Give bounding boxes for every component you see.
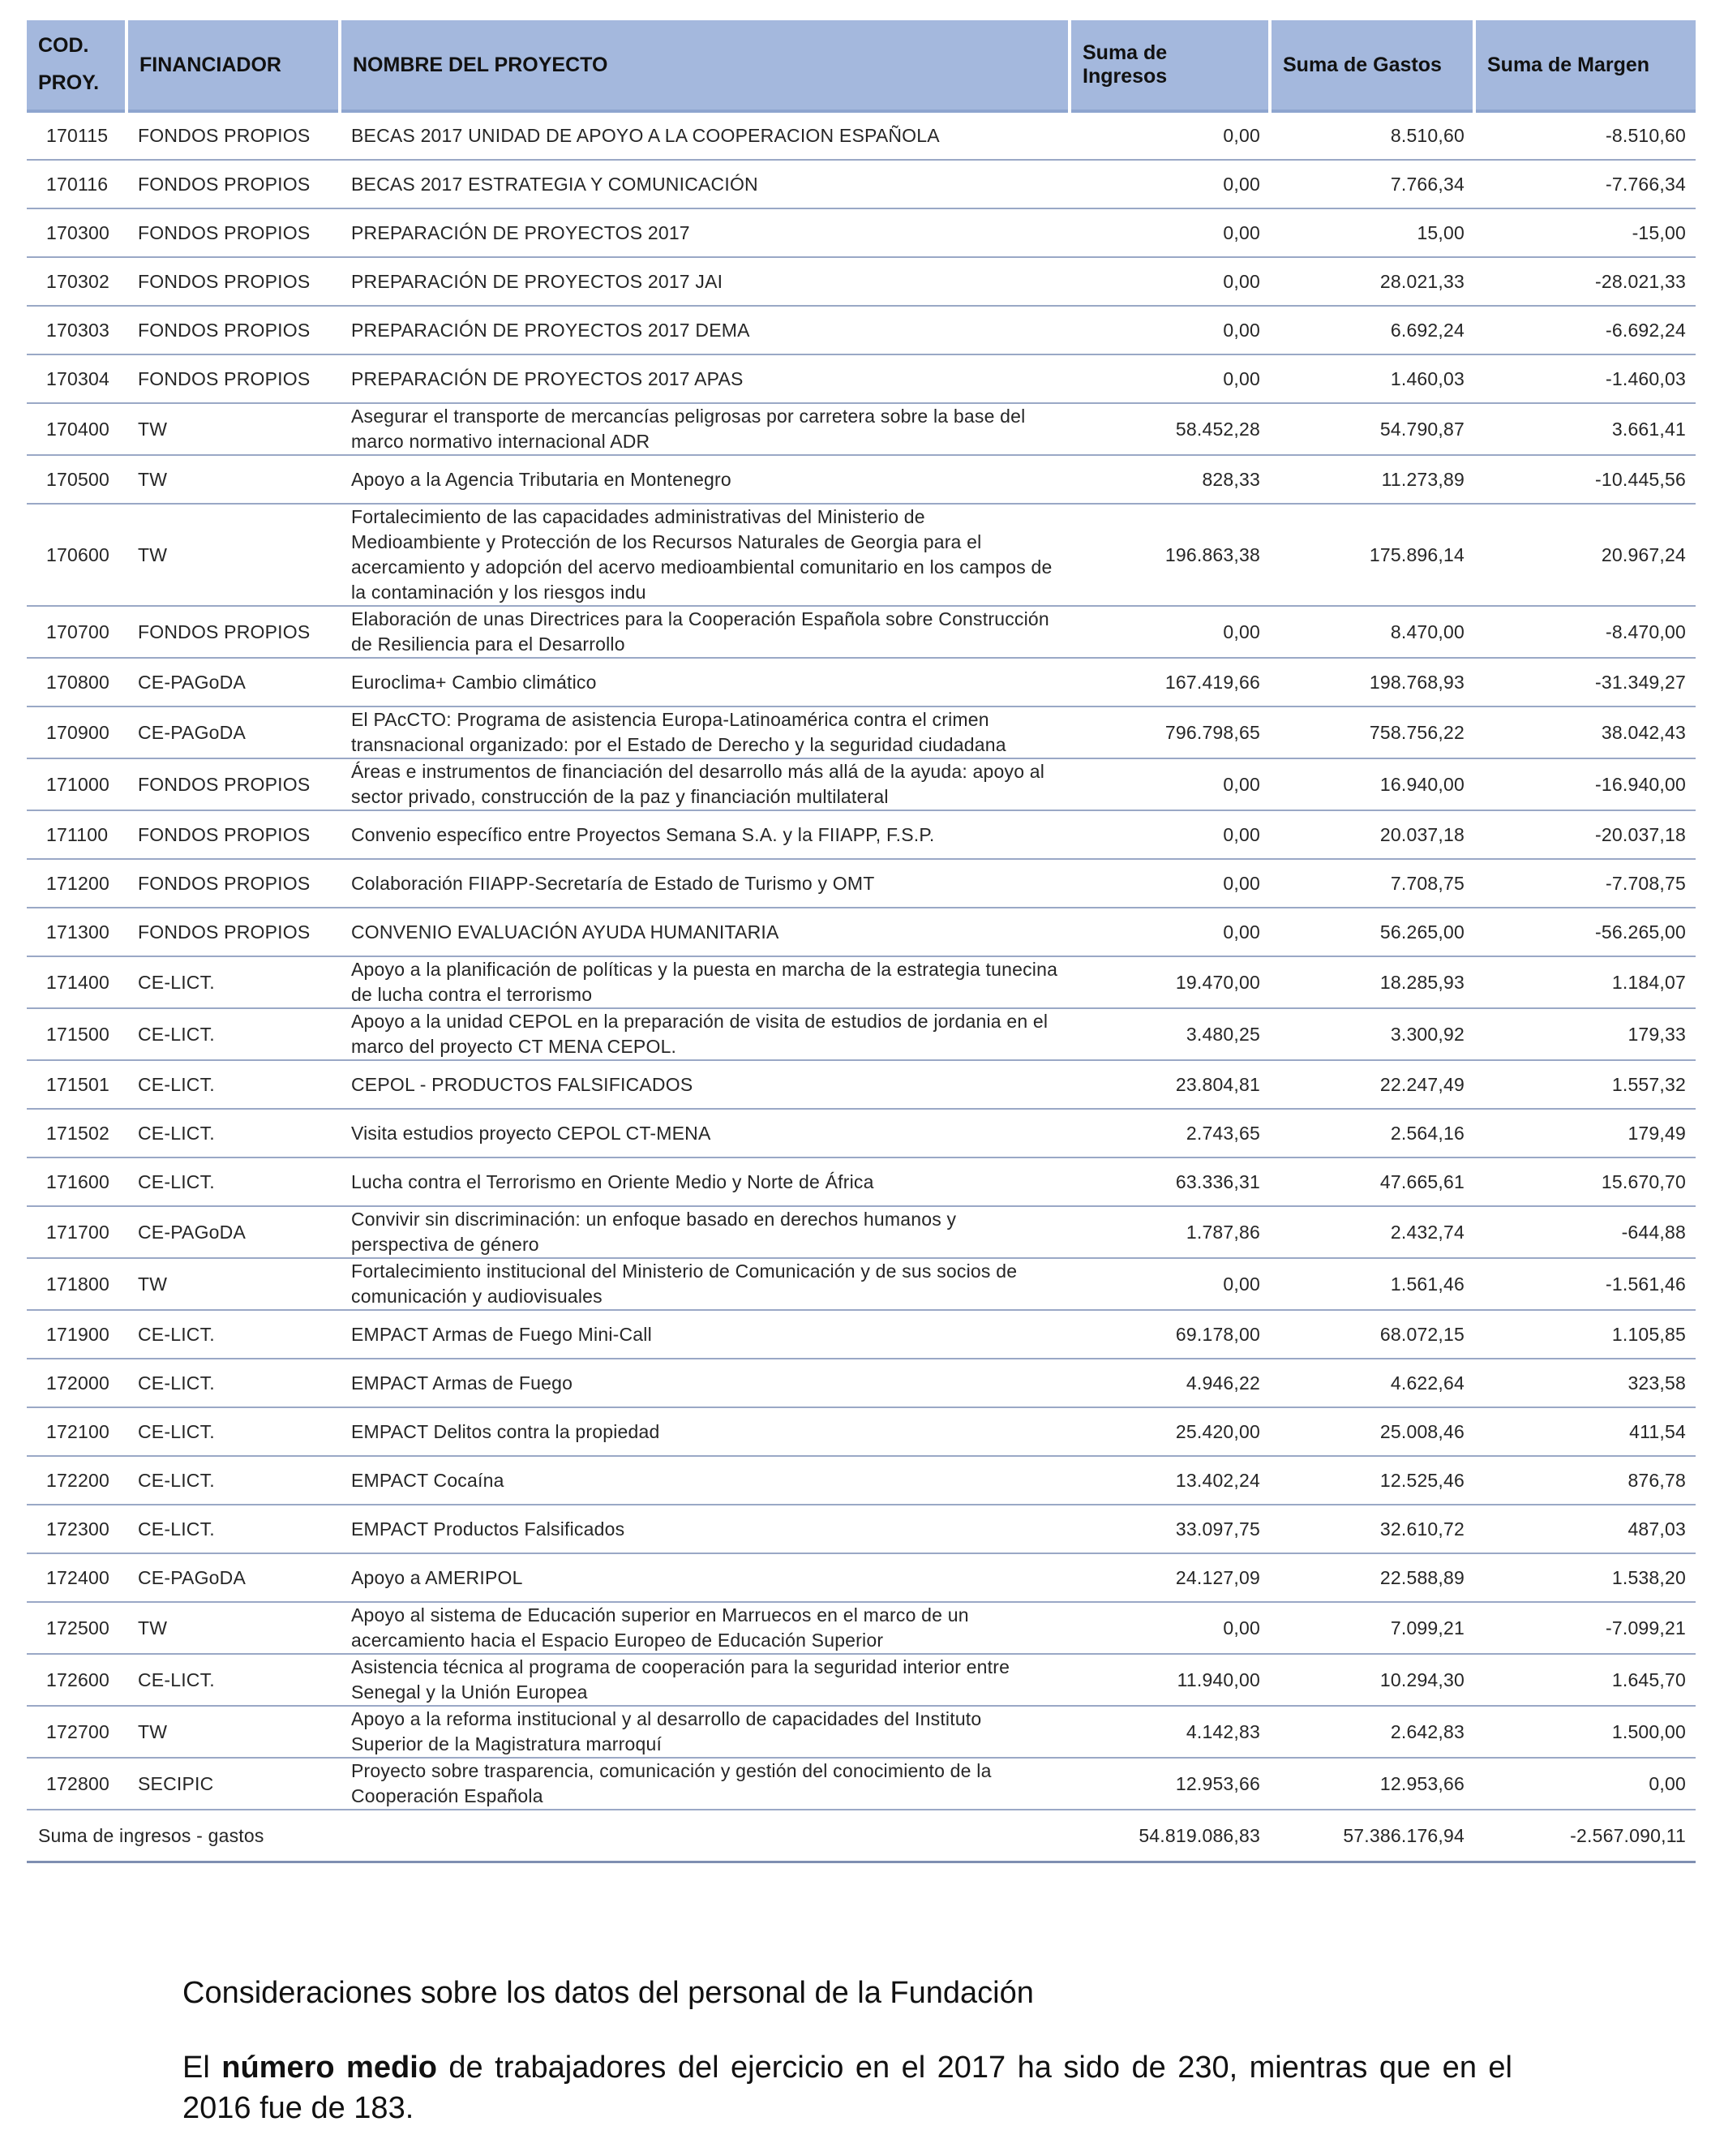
table-row xyxy=(27,1258,1696,1310)
cell-financiador: FONDOS PROPIOS xyxy=(127,111,340,160)
notes-text-after: de trabajadores del ejercicio en el 2017 ha sido de 230, mientras que en el 2016 fue de 183. xyxy=(182,2051,1512,2125)
cell-suma-ingresos: 2.743,65 xyxy=(1070,1109,1270,1157)
header-cod-proy xyxy=(27,20,127,111)
cell-suma-margen: -10.445,56 xyxy=(1474,455,1696,504)
cell-suma-ingresos: 1.787,86 xyxy=(1070,1206,1270,1258)
cell-suma-gastos: 7.766,34 xyxy=(1270,160,1474,208)
cell-cod: 172700 xyxy=(27,1706,127,1758)
cell-cod: 171400 xyxy=(27,956,127,1008)
cell-nombre-proyecto: CONVENIO EVALUACIÓN AYUDA HUMANITARIA xyxy=(340,908,1070,956)
table-row xyxy=(27,160,1696,208)
cell-cod: 170115 xyxy=(27,111,127,160)
cell-financiador: CE-LICT. xyxy=(127,1359,340,1407)
cell-suma-margen: 1.557,32 xyxy=(1474,1060,1696,1109)
cell-suma-gastos: 175.896,14 xyxy=(1270,504,1474,606)
cell-cod: 170900 xyxy=(27,706,127,758)
cell-suma-ingresos: 11.940,00 xyxy=(1070,1654,1270,1706)
cell-suma-ingresos: 19.470,00 xyxy=(1070,956,1270,1008)
cell-suma-gastos: 56.265,00 xyxy=(1270,908,1474,956)
cell-suma-gastos: 28.021,33 xyxy=(1270,257,1474,306)
table-row xyxy=(27,403,1696,455)
cell-suma-margen: -31.349,27 xyxy=(1474,658,1696,706)
cell-nombre-proyecto: Lucha contra el Terrorismo en Oriente Medio y Norte de África xyxy=(340,1157,1070,1206)
cell-nombre-proyecto: EMPACT Productos Falsificados xyxy=(340,1505,1070,1553)
cell-nombre-proyecto: Visita estudios proyecto CEPOL CT-MENA xyxy=(340,1109,1070,1157)
table-row xyxy=(27,1310,1696,1359)
cell-suma-gastos: 2.642,83 xyxy=(1270,1706,1474,1758)
cell-suma-ingresos: 0,00 xyxy=(1070,306,1270,354)
table-row xyxy=(27,606,1696,658)
cell-suma-gastos: 15,00 xyxy=(1270,208,1474,257)
cell-financiador: FONDOS PROPIOS xyxy=(127,354,340,403)
cell-suma-margen: -1.561,46 xyxy=(1474,1258,1696,1310)
cell-suma-ingresos: 796.798,65 xyxy=(1070,706,1270,758)
table-row xyxy=(27,1553,1696,1602)
notes-heading: Consideraciones sobre los datos del personal de la Fundación xyxy=(182,1976,1034,2010)
cell-suma-ingresos: 3.480,25 xyxy=(1070,1008,1270,1060)
cell-suma-margen: -7.099,21 xyxy=(1474,1602,1696,1654)
cell-suma-ingresos: 33.097,75 xyxy=(1070,1505,1270,1553)
cell-suma-ingresos: 0,00 xyxy=(1070,758,1270,810)
cell-financiador: TW xyxy=(127,455,340,504)
cell-suma-gastos: 32.610,72 xyxy=(1270,1505,1474,1553)
table-row xyxy=(27,1602,1696,1654)
cell-suma-margen: 876,78 xyxy=(1474,1456,1696,1505)
cell-suma-ingresos: 196.863,38 xyxy=(1070,504,1270,606)
cell-suma-gastos: 4.622,64 xyxy=(1270,1359,1474,1407)
header-suma-gastos: Suma de Gastos xyxy=(1270,20,1474,111)
cell-suma-ingresos: 23.804,81 xyxy=(1070,1060,1270,1109)
cell-financiador: TW xyxy=(127,1706,340,1758)
table-row xyxy=(27,1008,1696,1060)
table-row xyxy=(27,1206,1696,1258)
cell-financiador: CE-LICT. xyxy=(127,1654,340,1706)
cell-suma-margen: -16.940,00 xyxy=(1474,758,1696,810)
table-row xyxy=(27,111,1696,160)
cell-suma-ingresos: 0,00 xyxy=(1070,257,1270,306)
cell-financiador: CE-LICT. xyxy=(127,1060,340,1109)
cell-cod: 171100 xyxy=(27,810,127,859)
notes-paragraph xyxy=(182,2047,1512,2128)
cell-financiador: FONDOS PROPIOS xyxy=(127,758,340,810)
cell-suma-gastos: 22.247,49 xyxy=(1270,1060,1474,1109)
table-row xyxy=(27,1758,1696,1810)
cell-cod: 171501 xyxy=(27,1060,127,1109)
table-row xyxy=(27,758,1696,810)
cell-suma-gastos: 198.768,93 xyxy=(1270,658,1474,706)
cell-suma-ingresos: 69.178,00 xyxy=(1070,1310,1270,1359)
cell-nombre-proyecto: Fortalecimiento de las capacidades administrativas del Ministerio de Medioambiente y Protección de los Recursos Naturales de Georgia para el acercamiento y adopción del acervo medioambiental comunitario en los campos de la contaminación y los riesgos indu xyxy=(340,504,1070,606)
cell-financiador: FONDOS PROPIOS xyxy=(127,606,340,658)
cell-suma-ingresos: 12.953,66 xyxy=(1070,1758,1270,1810)
cell-suma-ingresos: 0,00 xyxy=(1070,111,1270,160)
cell-financiador: CE-LICT. xyxy=(127,1505,340,1553)
cell-financiador: CE-LICT. xyxy=(127,1109,340,1157)
cell-suma-margen: -8.470,00 xyxy=(1474,606,1696,658)
projects-table xyxy=(27,20,1696,1863)
cell-nombre-proyecto: BECAS 2017 UNIDAD DE APOYO A LA COOPERACION ESPAÑOLA xyxy=(340,111,1070,160)
cell-suma-ingresos: 58.452,28 xyxy=(1070,403,1270,455)
cell-suma-margen: -6.692,24 xyxy=(1474,306,1696,354)
cell-cod: 171700 xyxy=(27,1206,127,1258)
cell-financiador: CE-LICT. xyxy=(127,1157,340,1206)
cell-suma-gastos: 20.037,18 xyxy=(1270,810,1474,859)
cell-nombre-proyecto: Apoyo al sistema de Educación superior en Marruecos en el marco de un acercamiento hacia el Espacio Europeo de Educación Superior xyxy=(340,1602,1070,1654)
table-row xyxy=(27,1505,1696,1553)
header-cod-line2: PROY. xyxy=(38,71,100,94)
cell-suma-gastos: 11.273,89 xyxy=(1270,455,1474,504)
header-suma-margen: Suma de Margen xyxy=(1474,20,1696,111)
cell-nombre-proyecto: PREPARACIÓN DE PROYECTOS 2017 xyxy=(340,208,1070,257)
cell-cod: 170302 xyxy=(27,257,127,306)
cell-financiador: CE-PAGoDA xyxy=(127,1206,340,1258)
cell-financiador: TW xyxy=(127,403,340,455)
table-row xyxy=(27,956,1696,1008)
cell-suma-ingresos: 13.402,24 xyxy=(1070,1456,1270,1505)
cell-suma-ingresos: 0,00 xyxy=(1070,208,1270,257)
cell-nombre-proyecto: Colaboración FIIAPP-Secretaría de Estado de Turismo y OMT xyxy=(340,859,1070,908)
table-body xyxy=(27,111,1696,1862)
cell-suma-gastos: 47.665,61 xyxy=(1270,1157,1474,1206)
cell-suma-margen: -20.037,18 xyxy=(1474,810,1696,859)
table-row xyxy=(27,455,1696,504)
cell-financiador: TW xyxy=(127,1258,340,1310)
cell-cod: 171600 xyxy=(27,1157,127,1206)
cell-nombre-proyecto: Asistencia técnica al programa de cooperación para la seguridad interior entre Senegal y la Unión Europea xyxy=(340,1654,1070,1706)
cell-nombre-proyecto: Elaboración de unas Directrices para la Cooperación Española sobre Construcción de Resiliencia para el Desarrollo xyxy=(340,606,1070,658)
cell-suma-ingresos: 24.127,09 xyxy=(1070,1553,1270,1602)
cell-cod: 171200 xyxy=(27,859,127,908)
cell-suma-margen: -28.021,33 xyxy=(1474,257,1696,306)
cell-cod: 170600 xyxy=(27,504,127,606)
header-row xyxy=(27,20,1696,111)
cell-suma-margen: 15.670,70 xyxy=(1474,1157,1696,1206)
cell-cod: 172200 xyxy=(27,1456,127,1505)
cell-financiador: FONDOS PROPIOS xyxy=(127,208,340,257)
cell-nombre-proyecto: Convivir sin discriminación: un enfoque basado en derechos humanos y perspectiva de género xyxy=(340,1206,1070,1258)
cell-suma-gastos: 2.564,16 xyxy=(1270,1109,1474,1157)
cell-suma-margen: -7.766,34 xyxy=(1474,160,1696,208)
cell-suma-ingresos: 25.420,00 xyxy=(1070,1407,1270,1456)
table-row xyxy=(27,1109,1696,1157)
cell-financiador: CE-LICT. xyxy=(127,956,340,1008)
cell-suma-gastos: 68.072,15 xyxy=(1270,1310,1474,1359)
cell-suma-margen: 1.645,70 xyxy=(1474,1654,1696,1706)
table-row xyxy=(27,859,1696,908)
cell-financiador: CE-PAGoDA xyxy=(127,1553,340,1602)
cell-suma-margen: 20.967,24 xyxy=(1474,504,1696,606)
total-ingresos: 54.819.086,83 xyxy=(1070,1810,1270,1862)
table-row xyxy=(27,1456,1696,1505)
cell-suma-ingresos: 167.419,66 xyxy=(1070,658,1270,706)
cell-suma-ingresos: 0,00 xyxy=(1070,1602,1270,1654)
table-row xyxy=(27,1407,1696,1456)
cell-suma-margen: 411,54 xyxy=(1474,1407,1696,1456)
cell-financiador: SECIPIC xyxy=(127,1758,340,1810)
table-row xyxy=(27,706,1696,758)
cell-nombre-proyecto: Proyecto sobre trasparencia, comunicación y gestión del conocimiento de la Cooperación Española xyxy=(340,1758,1070,1810)
cell-suma-margen: 323,58 xyxy=(1474,1359,1696,1407)
cell-financiador: CE-LICT. xyxy=(127,1407,340,1456)
cell-suma-gastos: 22.588,89 xyxy=(1270,1553,1474,1602)
cell-nombre-proyecto: Convenio específico entre Proyectos Semana S.A. y la FIIAPP, F.S.P. xyxy=(340,810,1070,859)
cell-financiador: CE-LICT. xyxy=(127,1456,340,1505)
cell-nombre-proyecto: Asegurar el transporte de mercancías peligrosas por carretera sobre la base del marco normativo internacional ADR xyxy=(340,403,1070,455)
cell-suma-gastos: 1.460,03 xyxy=(1270,354,1474,403)
cell-nombre-proyecto: El PAcCTO: Programa de asistencia Europa-Latinoamérica contra el crimen transnacional organizado: por el Estado de Derecho y la seguridad ciudadana xyxy=(340,706,1070,758)
cell-financiador: CE-PAGoDA xyxy=(127,706,340,758)
cell-suma-margen: 1.538,20 xyxy=(1474,1553,1696,1602)
cell-cod: 172600 xyxy=(27,1654,127,1706)
cell-financiador: FONDOS PROPIOS xyxy=(127,859,340,908)
cell-cod: 170304 xyxy=(27,354,127,403)
cell-nombre-proyecto: EMPACT Cocaína xyxy=(340,1456,1070,1505)
cell-cod: 172500 xyxy=(27,1602,127,1654)
cell-cod: 172400 xyxy=(27,1553,127,1602)
cell-cod: 172000 xyxy=(27,1359,127,1407)
table-header xyxy=(27,20,1696,111)
cell-cod: 171900 xyxy=(27,1310,127,1359)
cell-suma-margen: 1.184,07 xyxy=(1474,956,1696,1008)
cell-cod: 171300 xyxy=(27,908,127,956)
cell-suma-margen: 487,03 xyxy=(1474,1505,1696,1553)
total-label: Suma de ingresos - gastos xyxy=(27,1810,1070,1862)
cell-cod: 172100 xyxy=(27,1407,127,1456)
cell-nombre-proyecto: Apoyo a la Agencia Tributaria en Montenegro xyxy=(340,455,1070,504)
cell-suma-gastos: 7.099,21 xyxy=(1270,1602,1474,1654)
table-row xyxy=(27,1359,1696,1407)
cell-suma-margen: 1.105,85 xyxy=(1474,1310,1696,1359)
notes-text-before: El xyxy=(182,2051,222,2085)
header-cod-line1: COD. xyxy=(38,34,89,57)
cell-cod: 171000 xyxy=(27,758,127,810)
cell-suma-gastos: 2.432,74 xyxy=(1270,1206,1474,1258)
table-row xyxy=(27,810,1696,859)
cell-nombre-proyecto: Euroclima+ Cambio climático xyxy=(340,658,1070,706)
cell-suma-gastos: 1.561,46 xyxy=(1270,1258,1474,1310)
cell-financiador: FONDOS PROPIOS xyxy=(127,306,340,354)
cell-cod: 170500 xyxy=(27,455,127,504)
cell-financiador: FONDOS PROPIOS xyxy=(127,810,340,859)
cell-nombre-proyecto: Fortalecimiento institucional del Ministerio de Comunicación y de sus socios de comunicación y audiovisuales xyxy=(340,1258,1070,1310)
cell-cod: 172800 xyxy=(27,1758,127,1810)
staff-notes-section xyxy=(182,1974,1512,2128)
cell-cod: 170303 xyxy=(27,306,127,354)
cell-suma-margen: 179,33 xyxy=(1474,1008,1696,1060)
projects-table-container xyxy=(27,20,1696,1863)
table-row xyxy=(27,1706,1696,1758)
cell-suma-ingresos: 828,33 xyxy=(1070,455,1270,504)
cell-financiador: FONDOS PROPIOS xyxy=(127,257,340,306)
cell-cod: 171800 xyxy=(27,1258,127,1310)
header-suma-ingresos: Suma de Ingresos xyxy=(1070,20,1270,111)
cell-suma-ingresos: 0,00 xyxy=(1070,354,1270,403)
cell-suma-gastos: 54.790,87 xyxy=(1270,403,1474,455)
cell-cod: 170400 xyxy=(27,403,127,455)
table-row xyxy=(27,504,1696,606)
table-row xyxy=(27,1157,1696,1206)
cell-suma-gastos: 758.756,22 xyxy=(1270,706,1474,758)
cell-suma-gastos: 8.510,60 xyxy=(1270,111,1474,160)
cell-suma-margen: 0,00 xyxy=(1474,1758,1696,1810)
cell-nombre-proyecto: Apoyo a la planificación de políticas y la puesta en marcha de la estrategia tunecina de lucha contra el terrorismo xyxy=(340,956,1070,1008)
cell-nombre-proyecto: PREPARACIÓN DE PROYECTOS 2017 DEMA xyxy=(340,306,1070,354)
cell-suma-ingresos: 0,00 xyxy=(1070,908,1270,956)
cell-suma-gastos: 12.525,46 xyxy=(1270,1456,1474,1505)
cell-suma-margen: -15,00 xyxy=(1474,208,1696,257)
cell-suma-ingresos: 4.946,22 xyxy=(1070,1359,1270,1407)
cell-financiador: FONDOS PROPIOS xyxy=(127,160,340,208)
cell-suma-margen: 179,49 xyxy=(1474,1109,1696,1157)
cell-suma-margen: -8.510,60 xyxy=(1474,111,1696,160)
cell-cod: 170800 xyxy=(27,658,127,706)
cell-nombre-proyecto: CEPOL - PRODUCTOS FALSIFICADOS xyxy=(340,1060,1070,1109)
cell-suma-margen: -1.460,03 xyxy=(1474,354,1696,403)
cell-suma-ingresos: 0,00 xyxy=(1070,606,1270,658)
cell-financiador: FONDOS PROPIOS xyxy=(127,908,340,956)
cell-suma-margen: -644,88 xyxy=(1474,1206,1696,1258)
cell-cod: 170700 xyxy=(27,606,127,658)
cell-financiador: TW xyxy=(127,1602,340,1654)
table-row xyxy=(27,306,1696,354)
notes-text-bold: número medio xyxy=(221,2051,437,2085)
cell-suma-gastos: 10.294,30 xyxy=(1270,1654,1474,1706)
table-row xyxy=(27,208,1696,257)
cell-nombre-proyecto: Apoyo a AMERIPOL xyxy=(340,1553,1070,1602)
table-row xyxy=(27,354,1696,403)
header-financiador: FINANCIADOR xyxy=(127,20,340,111)
table-row xyxy=(27,1060,1696,1109)
cell-suma-gastos: 6.692,24 xyxy=(1270,306,1474,354)
cell-nombre-proyecto: Áreas e instrumentos de financiación del desarrollo más allá de la ayuda: apoyo al sector privado, construcción de la paz y financiación multilateral xyxy=(340,758,1070,810)
total-row xyxy=(27,1810,1696,1862)
table-row xyxy=(27,257,1696,306)
cell-nombre-proyecto: EMPACT Armas de Fuego xyxy=(340,1359,1070,1407)
cell-financiador: CE-PAGoDA xyxy=(127,658,340,706)
cell-nombre-proyecto: EMPACT Delitos contra la propiedad xyxy=(340,1407,1070,1456)
cell-nombre-proyecto: Apoyo a la reforma institucional y al desarrollo de capacidades del Instituto Superior de la Magistratura marroquí xyxy=(340,1706,1070,1758)
cell-cod: 171500 xyxy=(27,1008,127,1060)
cell-suma-gastos: 18.285,93 xyxy=(1270,956,1474,1008)
cell-suma-gastos: 3.300,92 xyxy=(1270,1008,1474,1060)
cell-financiador: TW xyxy=(127,504,340,606)
table-row xyxy=(27,1654,1696,1706)
cell-suma-ingresos: 0,00 xyxy=(1070,160,1270,208)
cell-suma-margen: -7.708,75 xyxy=(1474,859,1696,908)
cell-suma-margen: 1.500,00 xyxy=(1474,1706,1696,1758)
cell-financiador: CE-LICT. xyxy=(127,1008,340,1060)
total-gastos: 57.386.176,94 xyxy=(1270,1810,1474,1862)
cell-suma-gastos: 7.708,75 xyxy=(1270,859,1474,908)
cell-nombre-proyecto: EMPACT Armas de Fuego Mini-Call xyxy=(340,1310,1070,1359)
cell-cod: 171502 xyxy=(27,1109,127,1157)
cell-suma-ingresos: 0,00 xyxy=(1070,810,1270,859)
table-row xyxy=(27,658,1696,706)
cell-cod: 172300 xyxy=(27,1505,127,1553)
cell-suma-gastos: 16.940,00 xyxy=(1270,758,1474,810)
cell-cod: 170300 xyxy=(27,208,127,257)
cell-nombre-proyecto: PREPARACIÓN DE PROYECTOS 2017 APAS xyxy=(340,354,1070,403)
cell-suma-ingresos: 4.142,83 xyxy=(1070,1706,1270,1758)
cell-suma-ingresos: 63.336,31 xyxy=(1070,1157,1270,1206)
cell-suma-gastos: 25.008,46 xyxy=(1270,1407,1474,1456)
header-nombre-proyecto: NOMBRE DEL PROYECTO xyxy=(340,20,1070,111)
cell-suma-gastos: 12.953,66 xyxy=(1270,1758,1474,1810)
cell-financiador: CE-LICT. xyxy=(127,1310,340,1359)
cell-suma-margen: 38.042,43 xyxy=(1474,706,1696,758)
cell-nombre-proyecto: Apoyo a la unidad CEPOL en la preparación de visita de estudios de jordania en el marco del proyecto CT MENA CEPOL. xyxy=(340,1008,1070,1060)
table-row xyxy=(27,908,1696,956)
cell-suma-margen: 3.661,41 xyxy=(1474,403,1696,455)
cell-suma-ingresos: 0,00 xyxy=(1070,859,1270,908)
cell-nombre-proyecto: PREPARACIÓN DE PROYECTOS 2017 JAI xyxy=(340,257,1070,306)
cell-suma-margen: -56.265,00 xyxy=(1474,908,1696,956)
cell-cod: 170116 xyxy=(27,160,127,208)
cell-suma-gastos: 8.470,00 xyxy=(1270,606,1474,658)
total-margen: -2.567.090,11 xyxy=(1474,1810,1696,1862)
cell-suma-ingresos: 0,00 xyxy=(1070,1258,1270,1310)
cell-nombre-proyecto: BECAS 2017 ESTRATEGIA Y COMUNICACIÓN xyxy=(340,160,1070,208)
